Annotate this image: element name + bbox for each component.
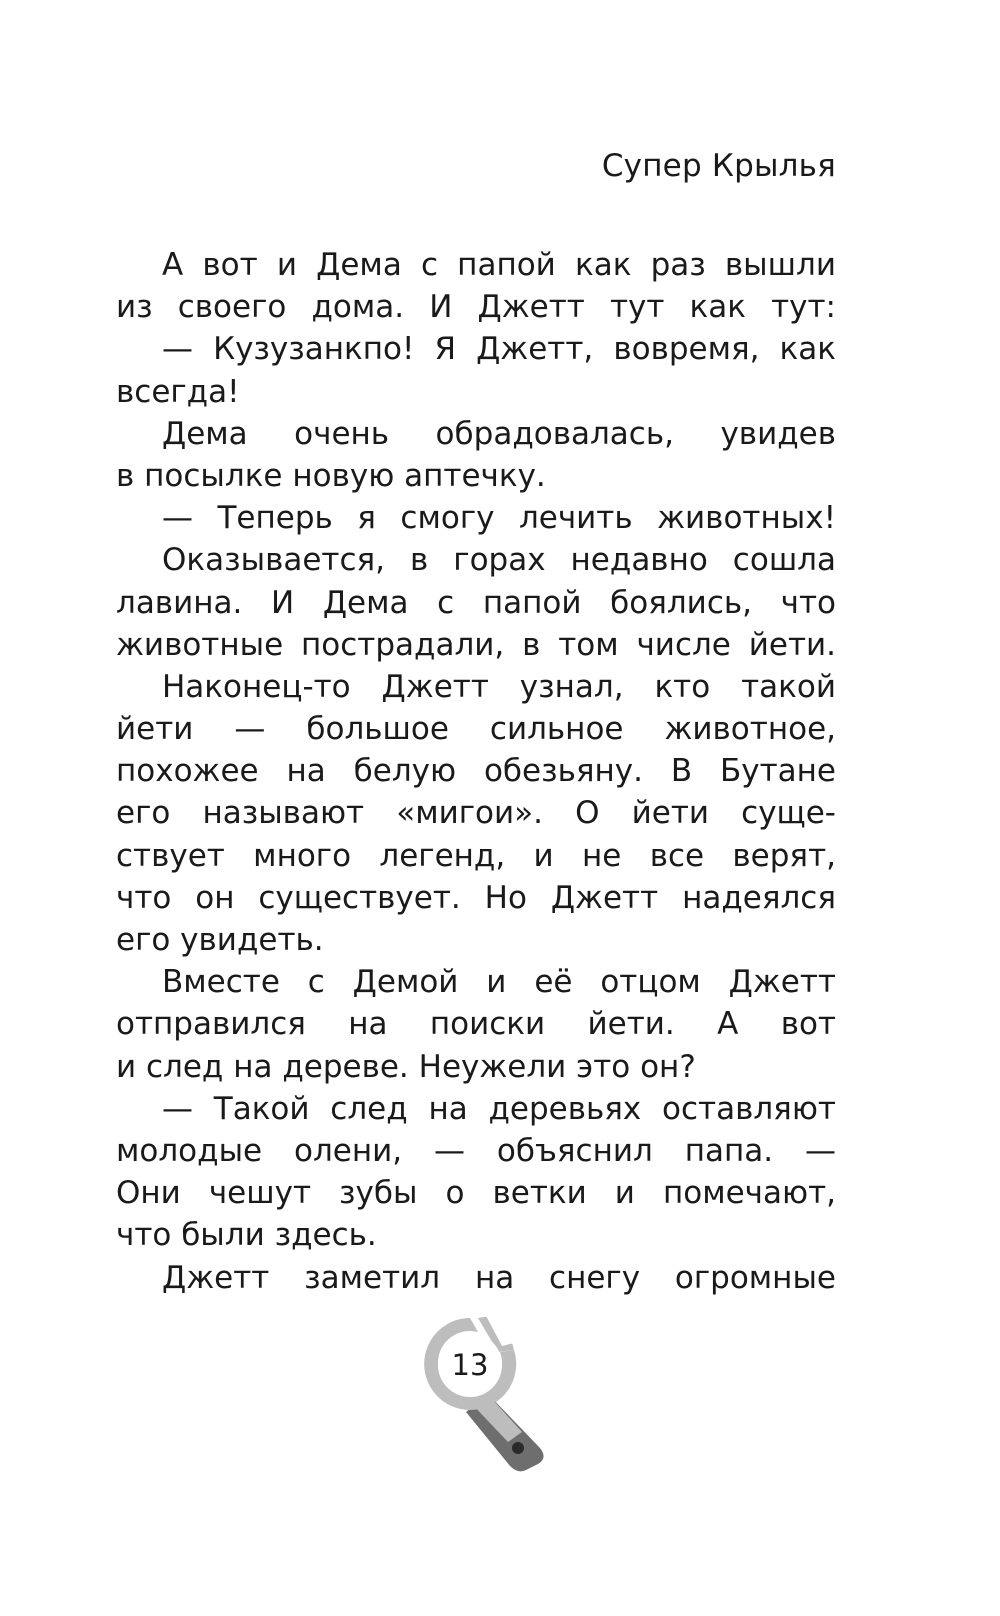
body-text [116,244,836,1299]
text-line: в посылке новую аптечку. [116,457,546,494]
text-line: — Такой след на деревьях оставляют [162,1090,836,1127]
text-line: отправился на поиски йети. А вот [116,1006,836,1043]
page-number: 13 [451,1348,489,1382]
text-line: Вместе с Демой и её отцом Джетт [162,964,836,1001]
text-line: Оказывается, в горах недавно сошла [162,542,836,579]
text-line: Наконец-то Джетт узнал, кто такой [162,668,836,705]
text-line: из своего дома. И Джетт тут как тут: [116,289,836,326]
text-line: — Кузузанкпо! Я Джетт, вовремя, как [162,331,836,368]
text-line: животные пострадали, в том числе йети. [116,626,836,663]
text-line: А вот и Дема с папой как раз вышли [162,247,836,283]
text-line: — Теперь я смогу лечить животных! [162,500,836,537]
text-line: его увидеть. [116,922,324,958]
text-line: и след на дереве. Неужели это он? [116,1048,696,1085]
text-line: похожее на белую обезьяну. В Бутане [116,753,836,790]
text-line: Они чешут зубы о ветки и помечают, [116,1175,836,1212]
running-head: Супер Крылья [601,148,836,184]
text-line: молодые олени, — объяснил папа. — [116,1132,836,1169]
text-line: Джетт заметил на снегу огромные [162,1259,836,1296]
text-line: лавина. И Дема с папой боялись, что [116,584,836,621]
page-number-badge [418,1312,568,1472]
text-line: что он существует. Но Джетт надеялся [116,879,836,916]
text-line: ствует много легенд, и не все верят, [116,837,836,874]
text-line: йети — большое сильное животное, [116,711,836,748]
text-line: что были здесь. [116,1217,377,1254]
text-line: его называют «мигои». О йети суще- [116,795,836,832]
text-line: Дема очень обрадовалась, увидев [162,415,836,452]
wrench-icon [418,1312,568,1472]
text-line: всегда! [116,373,240,410]
